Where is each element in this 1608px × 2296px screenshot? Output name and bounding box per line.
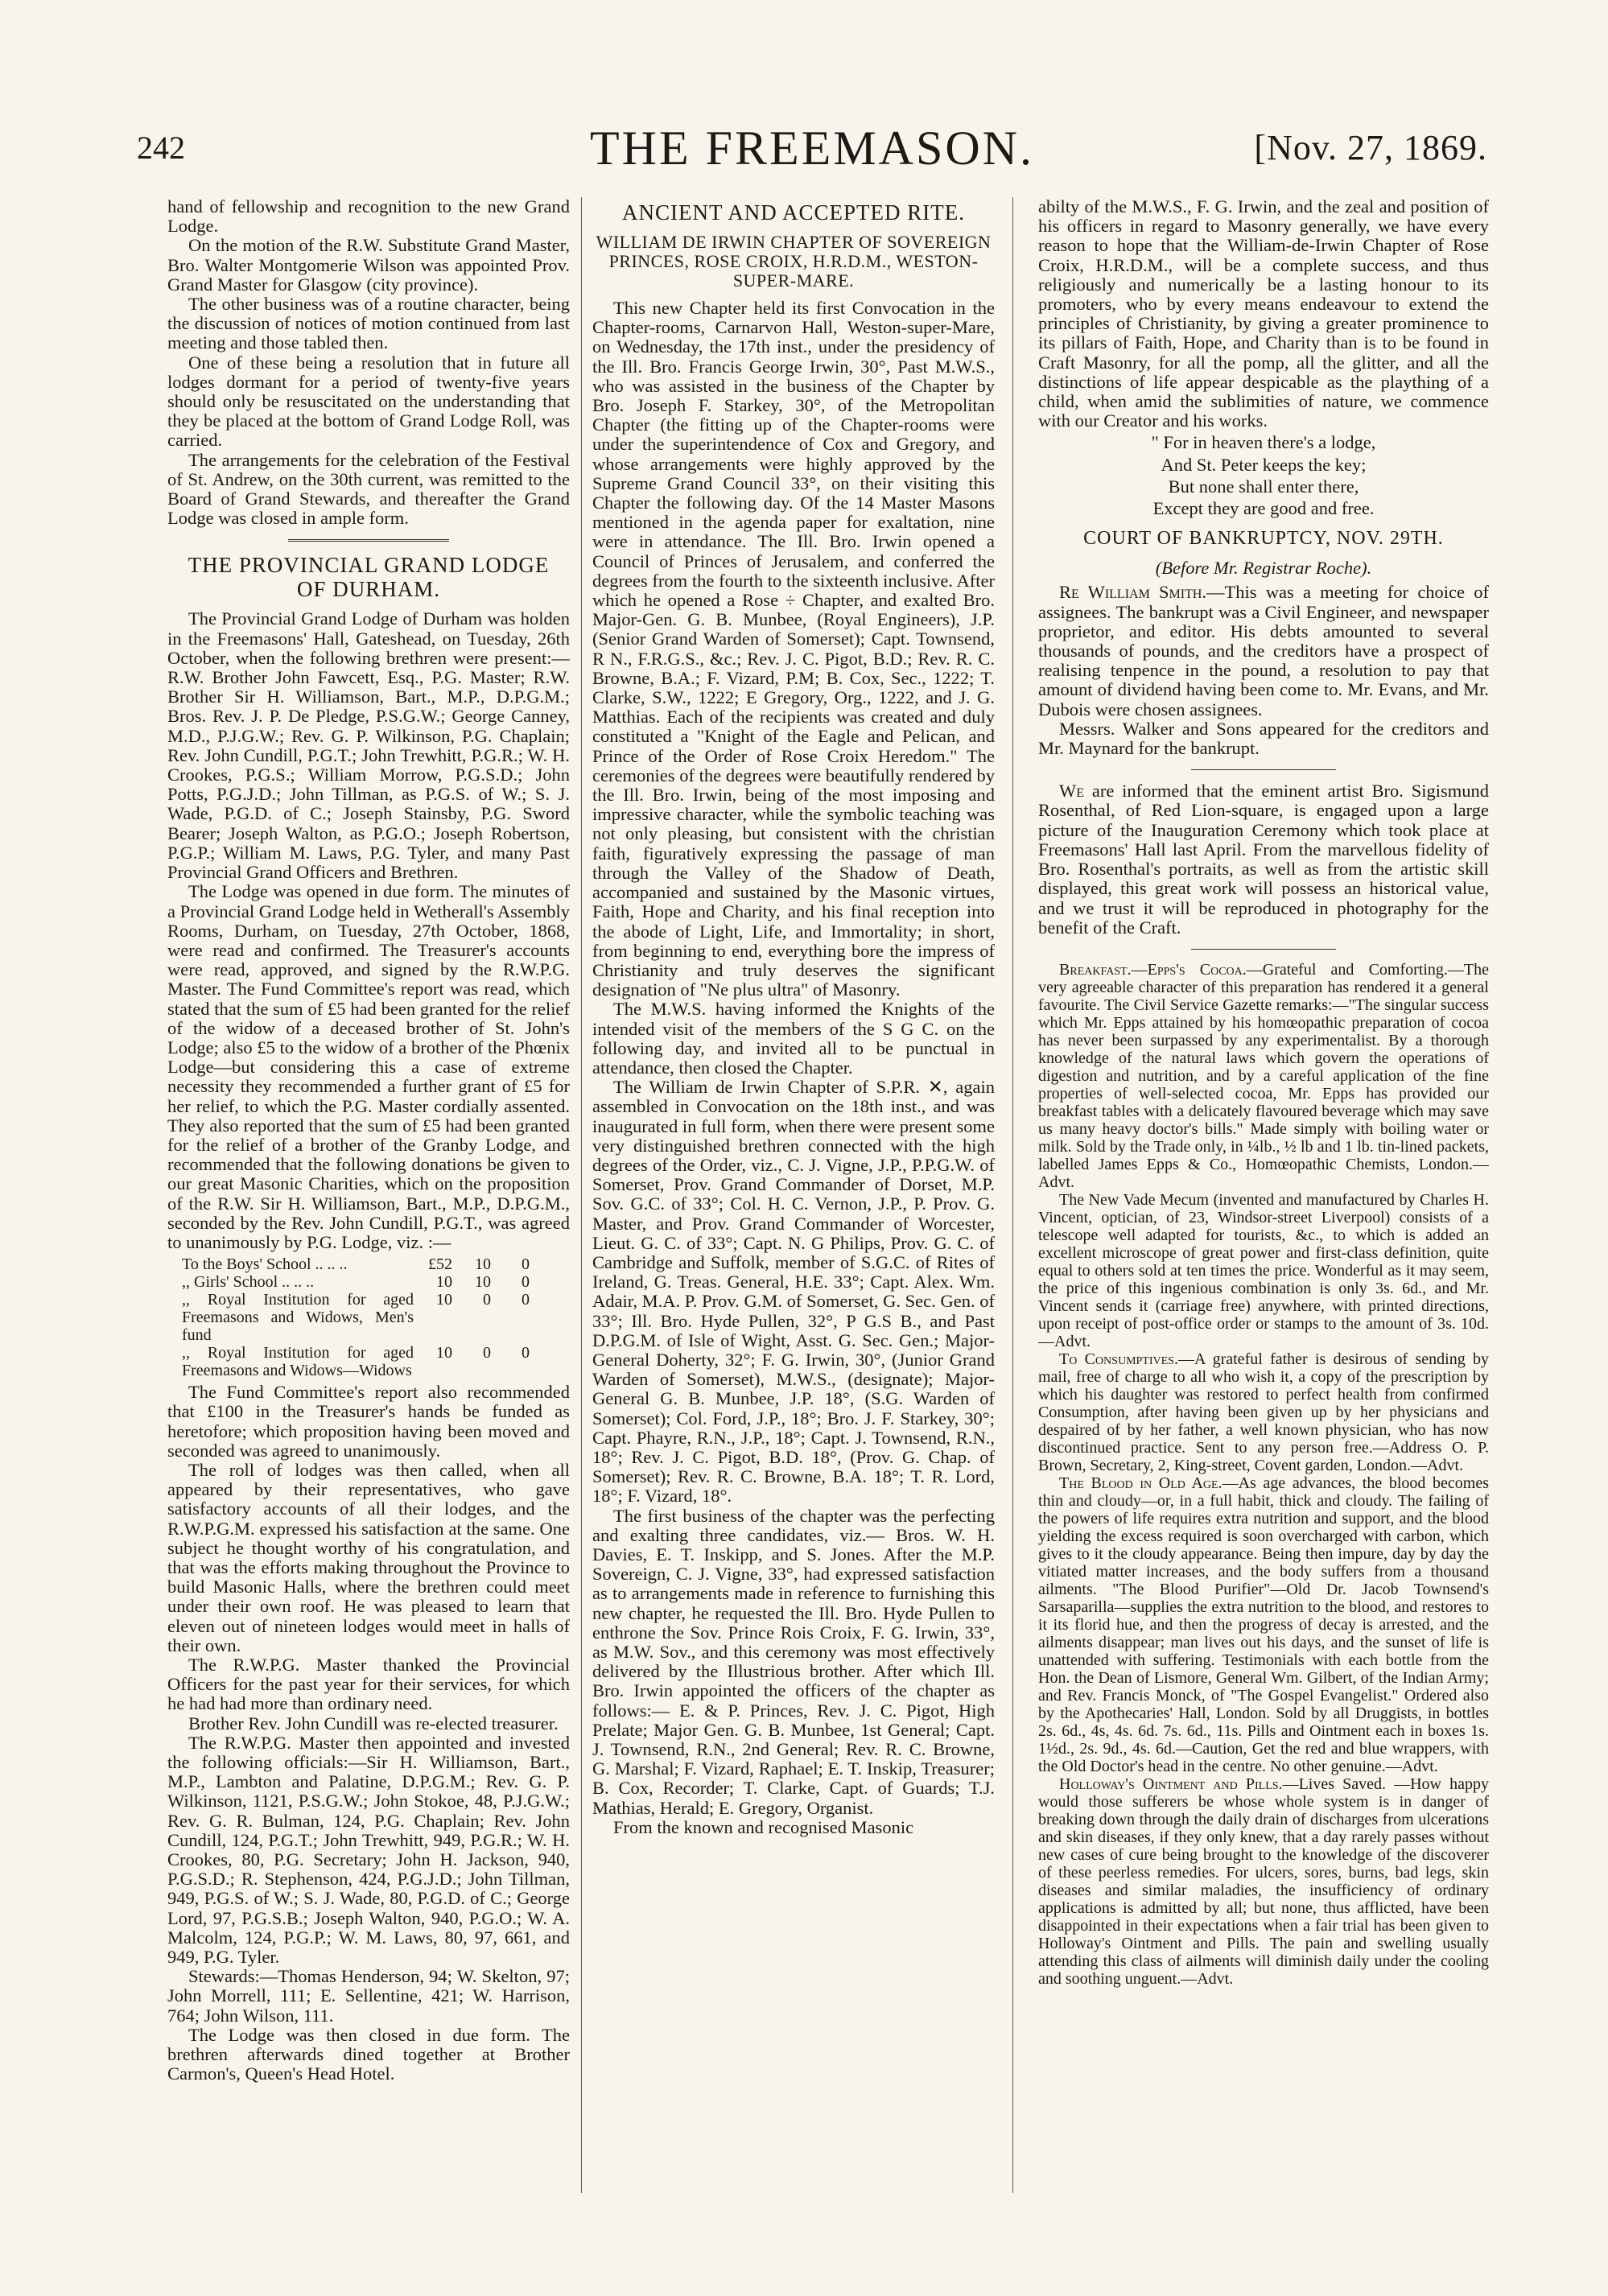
advertisement: The New Vade Mecum (invented and manufactured by Charles H. Vincent, optician, of 23, Windsor-street Liverpool) consists of a telescope well adapted for tourists, &c., to which is added an excellent microscope of great power and first-class definition, quite equal to others sold at ten times the price. Wonderful as it may seem, the price of this ingenious combination is only 3s. 6d., and Mr. Vincent sends it (carriage free) anywhere, with printed directions, upon receipt of post-office order or stamps to the amount of 3s. 10d.—Advt. [1038, 1190, 1489, 1350]
lead-in: The Blood in Old Age. [1059, 1474, 1222, 1492]
paragraph: One of these being a resolution that in future all lodges dormant for a period of twenty-five years should only be resuscitated on the understanding that they be placed at the bottom of Grand Lodge Roll, was carried. [167, 352, 570, 451]
table-cell: 10 [475, 1273, 491, 1292]
paragraph: On the motion of the R.W. Substitute Grand Master, Bro. Walter Montgomerie Wilson was appointed Prov. Grand Master for Glasgow (city province). [167, 235, 570, 295]
paragraph: Messrs. Walker and Sons appeared for the creditors and Mr. Maynard for the bankrupt. [1038, 718, 1489, 759]
table-cell: 0 [483, 1291, 491, 1309]
table-row [179, 1255, 533, 1273]
paragraph-text: —As age advances, the blood becomes thin and cloudy—or, in a full habit, thick and cloudy. The failing of the powers of life requires extra nutrition and support, and the blood yielding the excess required is soon overcharged with carbon, which gives to it the cloudy appearance. Being then impure, day by day the vitiated matter increases, and the body suffers from a thousand ailments. "The Blood Purifier"—Old Dr. Jacob Townsend's Sarsaparilla—supplies the extra nutrition to the blood, and restores to it its florid hue, and then the progress of decay is arrested, and the ailments disappear; man lives out his days, and the sunset of life is unattended with suffering. Testimonials with each bottle from the Hon. the Dean of Lismore, General Wm. Gilbert, of the Indian Army; and Rev. Francis Monck, of "The Gospel Evangelist." Ordered also by the Apothecaries' Hall, London. Sold by all Druggists, in bottles 2s. 6d., 4s, 4s. 6d. 7s. 6d., 11s. Pills and Ointment each in boxes 1s. 1½d., 2s. 9d., 4s. 6d.—Caution, Get the red and blue wrappers, with the Old Doctor's head in the centre. No other genuine.—Advt. [1038, 1474, 1489, 1775]
issue-date: [Nov. 27, 1869. [1254, 128, 1487, 167]
table-cell: 0 [522, 1291, 530, 1309]
heading-line: THE PROVINCIAL GRAND LODGE [188, 553, 550, 578]
table-row [179, 1273, 533, 1291]
table-cell: 0 [522, 1344, 530, 1362]
table-cell: 0 [483, 1344, 491, 1362]
section-divider [1191, 769, 1336, 770]
paragraph: hand of fellowship and recognition to the new Grand Lodge. [167, 197, 570, 237]
column-1 [167, 197, 570, 2193]
table-cell: ,, Girls' School .. .. .. [182, 1273, 315, 1292]
lead-in: We [1059, 781, 1085, 802]
paragraph: The roll of lodges was then called, when all appeared by their representatives, who gave satisfactory accounts of all their lodges, and the R.W.P.G.M. expressed his satisfaction at the same. One subject he thought worthy of his congratulation, and that was the efforts making throughout the Province to build Masonic Halls, where the brethren could meet under their own roof. He was pleased to learn that eleven out of nineteen lodges would meet in halls of their own. [167, 1459, 570, 1655]
table-cell: ,, Royal Institution for aged Freemasons and Widows, Men's fund [182, 1291, 414, 1345]
lead-in: Breakfast.—Epps's Cocoa. [1059, 960, 1247, 979]
heading-line: OF DURHAM. [296, 577, 441, 602]
verse-line: Except they are good and free. [1152, 498, 1375, 519]
paragraph: The Lodge was then closed in due form. The brethren afterwards dined together at Brother Carmon's, Queen's Head Hotel. [167, 2024, 570, 2084]
paragraph: Brother Rev. John Cundill was re-elected treasurer. [188, 1713, 559, 1733]
paragraph: The William de Irwin Chapter of S.P.R. ✕, again assembled in Convocation on the 18th inst., and was inaugurated in full form, when there were present some very distinguished brethren connected with the high degrees of the Order, viz., C. J. Vigne, J.P., P.P.G.W. of Somerset, Prov. Grand Commander of Dorset, M.P. Sov. G.C. of 33°; Col. H. C. Vernon, J.P., P. Prov. G. Master, and Prov. Grand Commander of Worcester, Lieut. G. C. of 33°; Capt. N. G Philips, Prov. G. C. of Cambridge and Suffolk, member of S.G.C. of Rites of Ireland, G. Treas. General, H.E. 33°; Capt. Alex. Wm. Adair, M.A. P. Prov. G.M. of Somerset, G. Sec. Gen. of 33°; Ill. Bro. Hyde Pullen, 32°, P G.S B., and Past D.P.G.M. of Isle of Wight, Asst. G. Sec. Gen.; Major-General Doherty, 32°; F. G. Irwin, 30°, (Junior Grand Warden of Somerset), M.W.S., (designate); Major-General G. B. Munbee, J.P. 18°, (S.G. Warden of Somerset); Col. Ford, J.P., 18°; Bro. J. F. Starkey, 30°; Capt. Phayre, R.N., J.P., 18°; Capt. J. Townsend, R.N., 18°; Rev. J. C. Pigot, B.D. 18°, (Prov. G. Chap. of Somerset); Rev. R. C. Browne, B.A. 18°; T. R. Lord, 18°; F. Vizard, 18°. [592, 1077, 995, 1507]
advertisement [1038, 1474, 1489, 1775]
section-divider [288, 539, 449, 542]
lead-in: Re William Smith. [1059, 582, 1207, 603]
paragraph-text: —Grateful and Comforting.—The very agreeable character of this preparation has rendered it a general favourite. The Civil Service Gazette remarks:—"The singular success which Mr. Epps attained by his homœopathic preparation of cocoa has never been surpassed by any experimentalist. By a thorough knowledge of the natural laws which govern the operations of digestion and nutrition, and by a careful application of the fine properties of well-selected cocoa, Mr. Epps has provided our breakfast tables with a delicately flavoured beverage which may save us many heavy doctor's bills." Made simply with boiling water or milk. Sold by the Trade only, in ¼lb., ½ lb and 1 lb. tin-lined packets, labelled James Epps & Co., Homœopathic Chemists, London.—Advt. [1038, 960, 1489, 1191]
column-3 [1038, 197, 1489, 2193]
verse-line: " For in heaven there's a lodge, [1151, 432, 1376, 453]
section-divider [1191, 949, 1336, 950]
paragraph: The Provincial Grand Lodge of Durham was holden in the Freemasons' Hall, Gateshead, on Tuesday, 26th October, when the following brethren were present:— R.W. Brother John Fawcett, Esq., P.G. Master; R.W. Brother Sir H. Williamson, Bart., M.P., D.P.G.M.; Bros. Rev. J. P. De Pledge, P.S.G.W.; George Canney, M.D., P.J.G.W.; Rev. G. P. Wilkinson, P.G. Chaplain; Rev. John Cundill, P.G.T.; John Trewhitt, P.G.R.; W. H. Crookes, P.G.S.; William Morrow, P.G.S.D.; John Potts, P.G.J.D.; John Tillman, as P.G.S. of W.; S. J. Wade, P.G.D. of C.; Joseph Stainsby, P.G. Sword Bearer; Joseph Walton, as P.G.O.; Joseph Robertson, P.G.P.; William M. Laws, P.G. Tyler, and many Past Provincial Grand Officers and Brethren. [167, 608, 570, 883]
paragraph [1038, 781, 1489, 938]
table-cell: 0 [522, 1273, 530, 1292]
paragraph: The Fund Committee's report also recommended that £100 in the Treasurer's hands be funded as heretofore; which proposition having been moved and seconded was agreed to unanimously. [167, 1382, 570, 1461]
advertisement [1038, 961, 1489, 1191]
paragraph: The M.W.S. having informed the Knights of the intended visit of the members of the S G C. on the following day, and invited all to be punctual in attendance, then closed the Chapter. [592, 999, 995, 1078]
table-row [179, 1291, 533, 1344]
paragraph: Stewards:—Thomas Henderson, 94; W. Skelton, 97; John Morrell, 111; E. Sellentine, 421; W. Harrison, 764; John Wilson, 111. [167, 1966, 570, 2026]
paragraph-text: are informed that the eminent artist Bro. Sigismund Rosenthal, of Red Lion-square, is engaged upon a large picture of the Inauguration Ceremony which took place at Freemasons' Hall last April. From the marvellous fidelity of Bro. Rosenthal's portraits, as well as from the artistic skill displayed, this great work will possess an historical value, and we trust it will be reproduced in photography for the benefit of the Craft. [1038, 781, 1489, 938]
lead-in: Holloway's Ointment and Pills. [1059, 1775, 1283, 1793]
newspaper-title: THE FREEMASON. [589, 122, 1035, 175]
verse-line: But none shall enter there, [1168, 476, 1359, 497]
table-cell: 10 [475, 1255, 491, 1274]
paragraph: The Lodge was opened in due form. The minutes of a Provincial Grand Lodge held in Wetherall's Assembly Rooms, Durham, on Tuesday, 27th October, 1868, were read and confirmed. The Treasurer's accounts were read, approved, and signed by the R.W.P.G. Master. The Fund Committee's report was read, which stated that the sum of £5 had been granted for the relief of the widow of a deceased brother of St. John's Lodge; also £5 to the widow of a brother of the Phœnix Lodge—but considering this a case of extreme necessity they recommended a further grant of £5 for her relief, to which the P.G. Master cordially assented. They also reported that the sum of £5 had been granted for the relief of a brother of the Granby Lodge, and recommended that the following donations be given to our great Masonic Charities, which on the proposition of the R.W. Sir H. Williamson, Bart., M.P., D.P.G.M., seconded by the Rev. John Cundill, P.G.T., was agreed to unanimously by P.G. Lodge, viz. :— [167, 881, 570, 1252]
section-heading [167, 553, 570, 601]
table-cell: ,, Royal Institution for aged Freemasons and Widows—Widows [182, 1344, 414, 1380]
section-heading: ANCIENT AND ACCEPTED RITE. [621, 200, 965, 225]
paragraph [1038, 583, 1489, 719]
lead-in: To Consumptives. [1059, 1350, 1178, 1368]
table-cell: 10 [436, 1344, 452, 1362]
masthead [137, 121, 1487, 183]
paragraph: abilty of the M.W.S., F. G. Irwin, and the zeal and position of his officers in regard to Masonry generally, we have every reason to hope that the William-de-Irwin Chapter of Rose Croix, H.R.D.M., will be a complete success, and thus religiously and numerically be a lasting honour to its promoters, who by every means endeavour to extend the principles of Christianity, by giving a greater prominence to its pillars of Faith, Hope, and Charity than is to be found in Craft Masonry, for all the pomp, all the glitter, and all the distinctions of life appear despicable as the plaything of a child, when amid the sublimities of nature, we commence with our Creator and his works. [1038, 197, 1489, 431]
paragraph-text: —Lives Saved. —How happy would those sufferers be whose whole system is in danger of breaking down through the daily drain of discharges from ulcerations and skin diseases, if they only knew, that a day rarely passes without new cases of cure being brought to the knowledge of the discoverer of these peerless remedies. For ulcers, sores, burns, bad legs, skin diseases and similar maladies, the insufficiency of ordinary applications is admitted by all; but none, thus afflicted, have been disappointed in their expectations when a fair trial has been given to Holloway's Ointment and Pills. The pain and swelling usually attending this class of ailments will diminish daily under the cooling and soothing unguent.—Advt. [1038, 1775, 1489, 1988]
table-cell: 10 [436, 1291, 452, 1309]
paragraph: The other business was of a routine character, being the discussion of notices of motion continued from last meeting and those tabled then. [167, 294, 570, 353]
table-cell: 0 [522, 1255, 530, 1274]
paragraph: From the known and recognised Masonic [613, 1816, 914, 1837]
advertisement [1038, 1350, 1489, 1474]
paragraph-text: —This was a meeting for choice of assignees. The bankrupt was a Civil Engineer, and newspaper proprietor, and editor. His debts amounted to several thousands of pounds, and the creditors have a prospect of realising tenpence in the pound, a resolution to pay that amount of dividend having been come to. Mr. Evans, and Mr. Dubois were chosen assignees. [1038, 582, 1489, 719]
paragraph: The R.W.P.G. Master then appointed and invested the following officials:—Sir H. Williamson, Bart., M.P., Lambton and Palatine, D.P.G.M.; Rev. G. P. Wilkinson, 1121, P.S.G.W.; John Stokoe, 48, P.J.G.W.; Rev. G. R. Bulman, 124, P.G. Chaplain; Rev. John Cundill, 124, P.G.T.; John Trewhitt, 949, P.G.R.; W. H. Crookes, 80, P.G. Secretary; John H. Jackson, 940, P.G.S.D.; R. Stephenson, 424, P.G.J.D.; John Tillman, 949, P.G.S. of W.; S. J. Wade, 80, P.G.D. of C.; George Lord, 97, P.G.S.B.; Joseph Walton, 940, P.G.O.; W. A. Malcolm, 124, P.G.P.; W. M. Laws, 80, 97, 661, and 949, P.G. Tyler. [167, 1732, 570, 1968]
column-2 [592, 197, 995, 2193]
page-number: 242 [137, 130, 185, 166]
section-heading: COURT OF BANKRUPTCY, NOV. 29TH. [1083, 528, 1444, 550]
paragraph: The R.W.P.G. Master thanked the Provincial Officers for the past year for their services, for which he had had more than ordinary need. [167, 1655, 570, 1714]
paragraph: The first business of the chapter was the perfecting and exalting three candidates, viz.— Bros. W. H. Davies, E. T. Inskipp, and S. Jones. After the M.P. Sovereign, C. J. Vigne, 33°, had expressed satisfaction as to arrangements made in reference to furnishing this new chapter, he requested the Ill. Bro. Hyde Pullen to enthrone the Sov. Prince Rois Croix, F. G. Irwin, 33°, as M.W. Sov., and this ceremony was most effectively delivered by the Illustrious brother. After which Ill. Bro. Irwin appointed the officers of the chapter as follows:— E. & P. Princes, Rev. J. C. Pigot, High Prelate; Major Gen. G. B. Munbee, 1st General; Capt. J. Townsend, R.N., 2nd General; Rev. R. C. Browne, G. Marshal; F. Vizard, Raphael; E. T. Inskip, Treasurer; B. Cox, Recorder; T. Clarke, Capt. of Guards; T.J. Mathias, Herald; E. Gregory, Organist. [592, 1505, 995, 1818]
table-cell: £52 [428, 1255, 452, 1274]
column-rule-2 [1012, 197, 1013, 2193]
table-cell: 10 [436, 1273, 452, 1292]
paragraph: This new Chapter held its first Convocation in the Chapter-rooms, Carnarvon Hall, Weston-super-Mare, on Wednesday, the 17th inst., under the presidency of the Ill. Bro. Francis George Irwin, 30°, Past M.W.S., who was assisted in the business of the Chapter by Bro. Joseph F. Starkey, 30°, of the Metropolitan Chapter (the fitting up of the Chapter-rooms were under the superintendence of Cox and Gregory, and whose arrangements were highly approved by the Supreme Grand Council 33°, on their visiting this Chapter the following day. Of the 14 Master Masons mentioned in the agenda paper for exaltation, nine were in attendance. The Ill. Bro. Irwin opened a Council of Princes of Jerusalem, and conferred the degrees from the fourth to the sixteenth inclusive. After which he opened a Rose ÷ Chapter, and exalted Bro. Major-Gen. G. B. Munbee, (Royal Engineers), J.P. (Senior Grand Warden of Somerset); Capt. Townsend, R N., F.R.G.S., &c.; Rev. J. C. Pigot, B.D.; Rev. R. C. Browne, B.A.; F. Vizard, P.M; B. Cox, Sec., 1222; T. Clarke, S.W., 1222; E Gregory, Org., 1222, and J. G. Matthias. Each of the recipients was created and duly constituted a "Knight of the Eagle and Pelican, and Prince of the Order of Rose Croix Heredom." The ceremonies of the degrees were beautifully rendered by the Ill. Bro. Irwin, being of the most imposing and impressive character, while the symbolic teaching was not only pleasing, but consistent with the christian faith, figuratively expressing the passage of man through the Valley of the Shadow of Death, accompanied and sustained by the Masonic virtues, Faith, Hope and Charity, and his final reception into the abode of Light, Life, and Immortality; in short, from beginning to end, everything bore the impress of Christianity and truly deserves the significant designation of "Ne plus ultra" of Masonry. [592, 298, 995, 1000]
advertisement [1038, 1775, 1489, 1988]
section-subheading: WILLIAM DE IRWIN CHAPTER OF SOVEREIGN PRINCES, ROSE CROIX, H.R.D.M., WESTON-SUPER-MARE. [596, 232, 992, 291]
paragraph: The arrangements for the celebration of the Festival of St. Andrew, on the 30th current, was remitted to the Board of Grand Stewards, and thereafter the Grand Lodge was closed in ample form. [167, 449, 570, 529]
donations-table [179, 1255, 533, 1379]
paragraph-text: —A grateful father is desirous of sending by mail, free of charge to all who wish it, a copy of the prescription by which his daughter was restored to perfect health from confirmed Consumption, after having been given up by her physicians and despaired of by her father, a well known physician, who has now discontinued practice. Sent to any person free.—Address O. P. Brown, Secretary, 2, King-street, Covent garden, London.—Advt. [1038, 1350, 1489, 1474]
column-rule-1 [581, 197, 582, 2193]
table-cell: To the Boys' School .. .. .. [182, 1255, 348, 1274]
table-row [179, 1344, 533, 1379]
section-subheading: (Before Mr. Registrar Roche). [1155, 558, 1372, 579]
verse-line: And St. Peter keeps the key; [1161, 454, 1367, 475]
